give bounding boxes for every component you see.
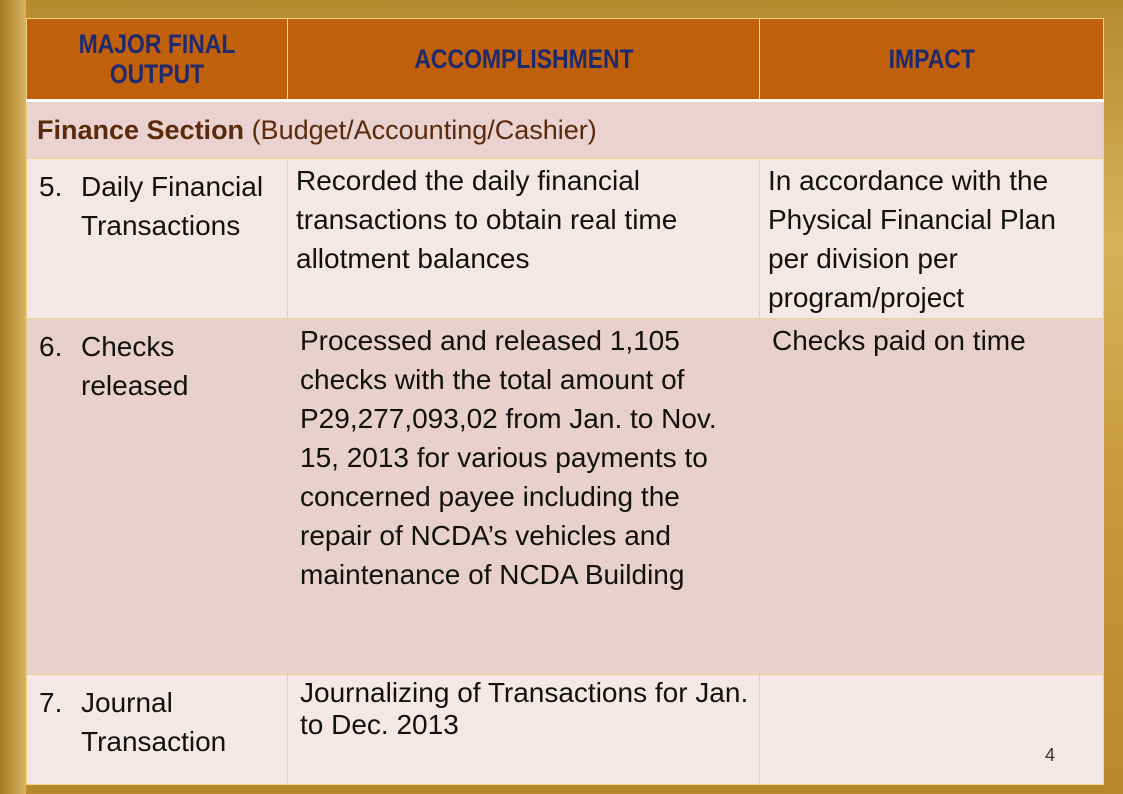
accomplishment-text: Journalizing of Transactions for Jan. to Dec. 2013: [300, 677, 749, 740]
table-row: [27, 319, 1104, 675]
header-accomplishment: ACCOMPLISHMENT: [288, 19, 760, 101]
accomplishment-text: Processed and released 1,105 checks with the total amount of P29,277,093,02 from Jan. to Nov. 15, 2013 for various payments to concerned payee including the repair of NCDA’s vehicles and maintenance of NCDA Building: [300, 325, 717, 590]
impact-text: Checks paid on time: [772, 325, 1026, 356]
header-major-final-output: MAJOR FINAL OUTPUT: [27, 19, 288, 101]
impact-cell: [760, 319, 1104, 675]
output-text: Journal Transaction: [81, 687, 227, 757]
decorative-side-strip: [0, 0, 26, 794]
mfo-table: [26, 18, 1104, 785]
impact-text: In accordance with the Physical Financial Plan per division per program/project: [768, 165, 1056, 313]
item-number: 5.: [39, 171, 63, 202]
table-row: [27, 159, 1104, 319]
impact-cell: [760, 675, 1104, 785]
section-title-bold: Finance Section: [37, 114, 245, 145]
accomplishment-cell: [288, 319, 760, 675]
output-cell: [27, 319, 288, 675]
page-number: 4: [1044, 745, 1055, 765]
item-number: 6.: [39, 331, 63, 362]
header-impact: IMPACT: [760, 19, 1104, 101]
output-text: Daily Financial Transactions: [81, 171, 264, 241]
output-cell: [27, 675, 288, 785]
section-title-rest: (Budget/Accounting/Cashier): [244, 114, 597, 145]
accomplishment-text: Recorded the daily financial transactions to obtain real time allotment balances: [296, 165, 678, 274]
header-row: [27, 19, 1104, 101]
section-title: [27, 101, 1104, 159]
output-cell: [27, 159, 288, 319]
section-row: [27, 101, 1104, 159]
table-row: [27, 675, 1104, 785]
accomplishment-cell: [288, 675, 760, 785]
output-text: Checks released: [81, 331, 189, 401]
item-number: 7.: [39, 687, 63, 718]
accomplishment-cell: [288, 159, 760, 319]
mfo-table-container: [26, 18, 1103, 782]
impact-cell: [760, 159, 1104, 319]
